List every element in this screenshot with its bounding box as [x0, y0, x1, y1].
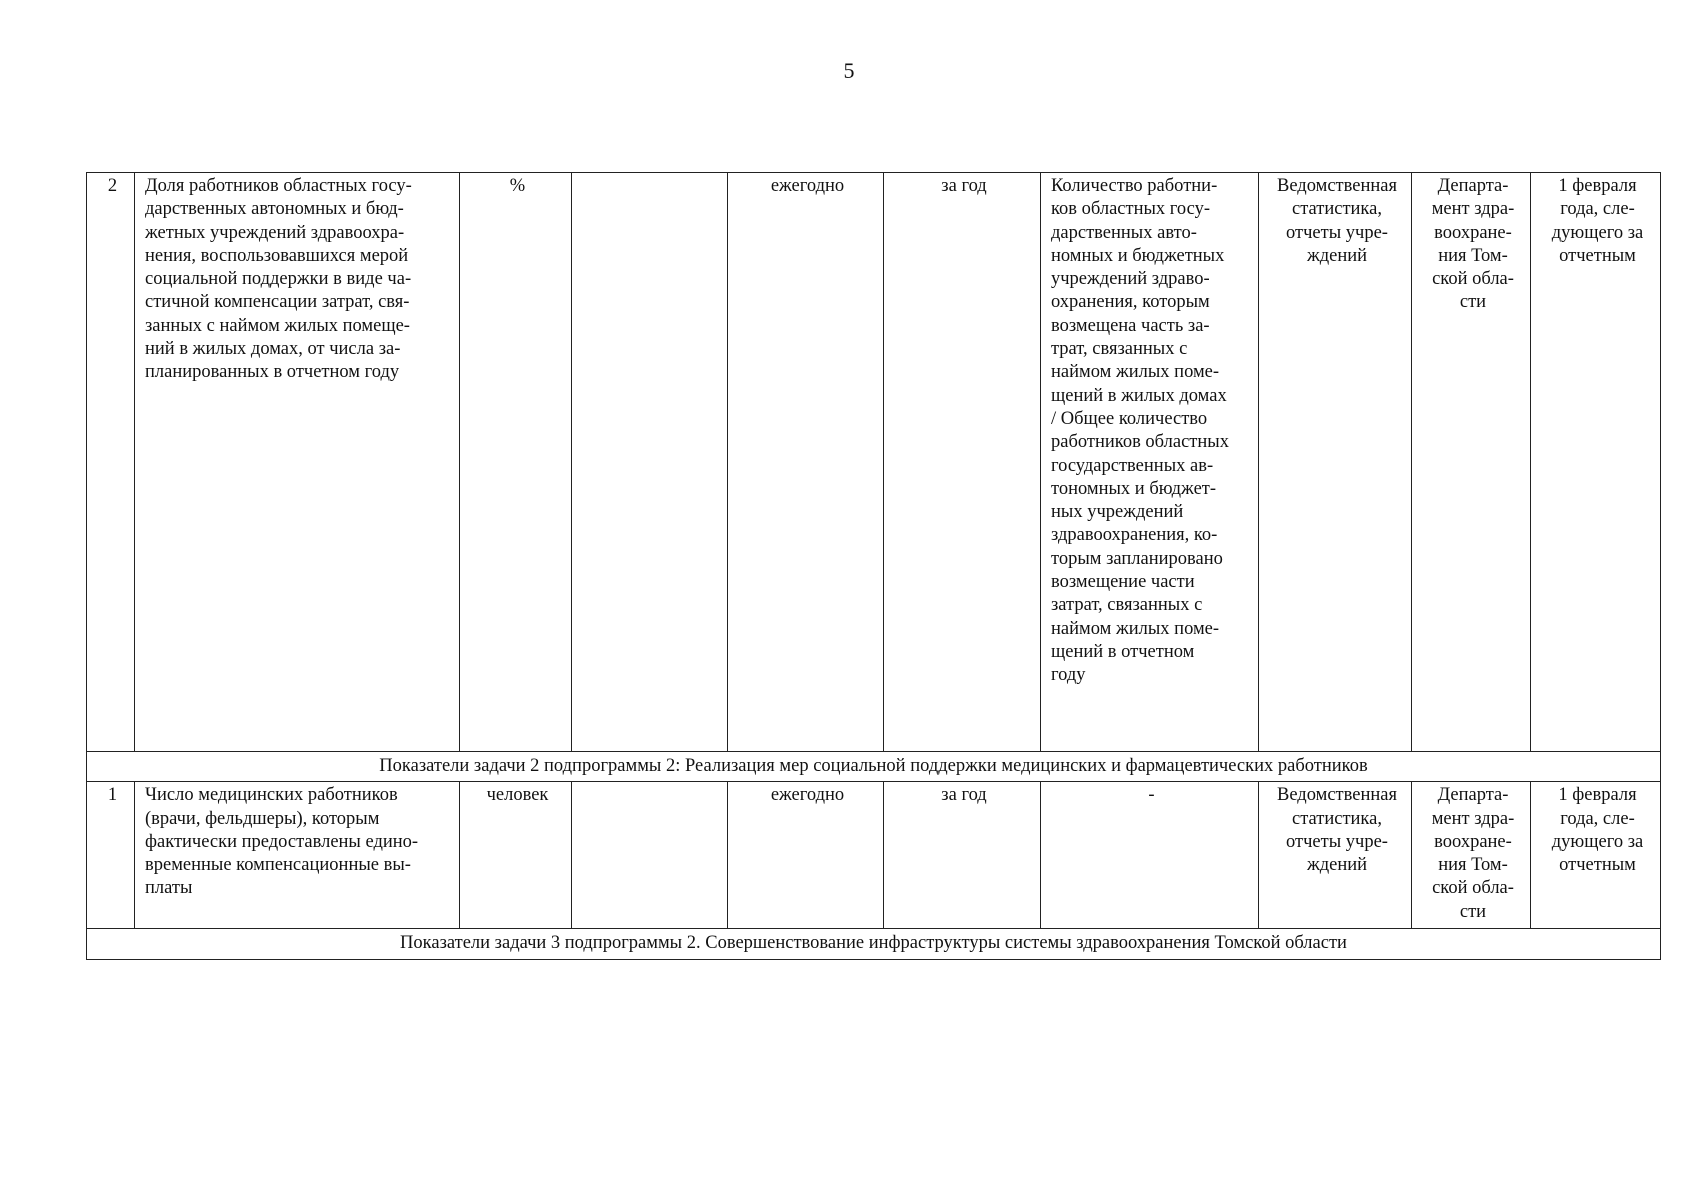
responsible-body: Департа- мент здра- воохране- ния Том- ской обла- сти [1412, 173, 1531, 752]
indicator-name: Число медицинских работников (врачи, фельдшеры), которым фактически предоставлены едино- временные компенсационные вы- платы [135, 782, 460, 929]
deadline: 1 февраля года, сле- дующего за отчетным [1531, 782, 1661, 929]
page-number: 5 [843, 58, 855, 83]
section-header: Показатели задачи 2 подпрограммы 2: Реализация мер социальной поддержки медицинских и фармацевтических работников [87, 752, 1661, 782]
row-number: 1 [87, 782, 135, 929]
table-row [87, 173, 1661, 752]
indicators-table [86, 172, 1661, 960]
section-header-row [87, 929, 1661, 959]
periodicity: ежегодно [728, 173, 884, 752]
empty-cell [572, 782, 728, 929]
calculation-method: Количество работни- ков областных госу- дарственных авто- номных и бюджетных учреждений здраво- охранения, которым возмещена часть за- трат, связанных с наймом жилых поме- щений в жилых домах / Общее количество работников областных государственных ав- тономных и бюджет- ных учреждений здравоохранения, ко- торым запланировано возмещение части затрат, связанных с наймом жилых поме- щений в отчетном году [1041, 173, 1259, 752]
unit-of-measure: % [460, 173, 572, 752]
calculation-method: - [1041, 782, 1259, 929]
indicator-name: Доля работников областных госу- дарственных автономных и бюд- жетных учреждений здравоохра- нения, воспользовавшихся мерой социальной поддержки в виде ча- стичной компенсации затрат, свя- занных с наймом жилых помеще- ний в жилых домах, от числа за- планированных в отчетном году [135, 173, 460, 752]
time-characteristic: за год [884, 782, 1041, 929]
unit-of-measure: человек [460, 782, 572, 929]
deadline: 1 февраля года, сле- дующего за отчетным [1531, 173, 1661, 752]
section-header: Показатели задачи 3 подпрограммы 2. Совершенствование инфраструктуры системы здравоохранения Томской области [87, 929, 1661, 959]
data-source: Ведомственная статистика, отчеты учре- ждений [1259, 173, 1412, 752]
section-header-row [87, 752, 1661, 782]
data-source: Ведомственная статистика, отчеты учре- ждений [1259, 782, 1412, 929]
table-row [87, 782, 1661, 929]
responsible-body: Департа- мент здра- воохране- ния Том- ской обла- сти [1412, 782, 1531, 929]
empty-cell [572, 173, 728, 752]
periodicity: ежегодно [728, 782, 884, 929]
time-characteristic: за год [884, 173, 1041, 752]
row-number: 2 [87, 173, 135, 752]
